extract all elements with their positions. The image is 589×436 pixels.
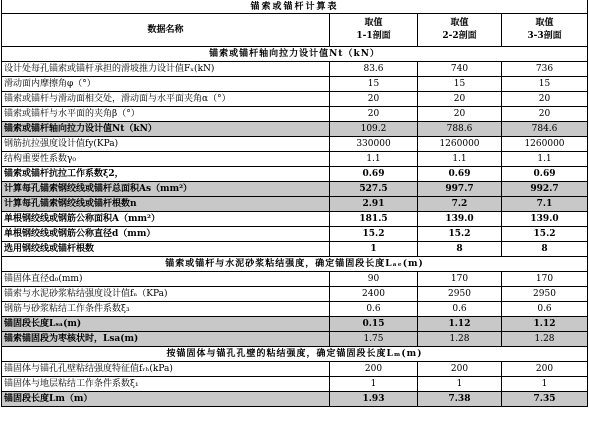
row-label: 锚索锚固段为枣核状时，Lsa(m) bbox=[2, 332, 330, 347]
row-value-3: 139.0 bbox=[502, 212, 588, 227]
row-value-3: 0.6 bbox=[502, 302, 588, 317]
row-value-2: 15 bbox=[418, 77, 502, 92]
table-row-highlighted bbox=[2, 317, 588, 332]
section-title-mortar-bond: 锚索或锚杆与水泥砂浆粘结强度，确定锚固段长度Lₐₑ(m) bbox=[2, 257, 588, 272]
table-row bbox=[2, 227, 588, 242]
row-value-2: 139.0 bbox=[418, 212, 502, 227]
row-value-1: 527.5 bbox=[330, 182, 418, 197]
row-value-1: 181.5 bbox=[330, 212, 418, 227]
section-title-borehole-bond: 按锚固体与锚孔孔壁的粘结强度，确定锚固段长度Lₘ(m) bbox=[2, 347, 588, 362]
row-value-2: 1.28 bbox=[418, 332, 502, 347]
row-label: 锚索与水泥砂浆粘结强度设计值fₙ（KPa) bbox=[2, 287, 330, 302]
row-value-1: 1 bbox=[330, 377, 418, 392]
header-col-1-top: 取值 bbox=[364, 18, 383, 28]
table-row-highlighted bbox=[2, 182, 588, 197]
header-col-1-bottom: 1-1剖面 bbox=[356, 31, 391, 41]
table-title: 锚索或锚杆计算表 bbox=[2, 0, 588, 14]
table-row bbox=[2, 137, 588, 152]
table-row bbox=[2, 62, 588, 77]
row-value-2: 170 bbox=[418, 272, 502, 287]
row-value-3: 1260000 bbox=[502, 137, 588, 152]
row-value-1: 1 bbox=[330, 242, 418, 257]
row-value-3: 1.28 bbox=[502, 332, 588, 347]
row-label: 锚索或锚杆与滑动面相交处，滑动面与水平面夹角α（°） bbox=[2, 92, 330, 107]
table-row bbox=[2, 167, 588, 182]
row-value-3: 15.2 bbox=[502, 227, 588, 242]
table-row bbox=[2, 77, 588, 92]
header-col-3 bbox=[502, 14, 588, 47]
header-name-label: 数据名称 bbox=[2, 14, 330, 47]
row-value-3: 992.7 bbox=[502, 182, 588, 197]
row-label: 锚索或锚杆与水平面的夹角β（°） bbox=[2, 107, 330, 122]
row-label: 选用钢绞线或锚杆根数 bbox=[2, 242, 330, 257]
row-value-3: 170 bbox=[502, 272, 588, 287]
table-row-highlighted bbox=[2, 122, 588, 137]
row-value-1: 83.6 bbox=[330, 62, 418, 77]
table-row bbox=[2, 272, 588, 287]
row-label: 单根钢绞线或钢筋公称直径d（mm） bbox=[2, 227, 330, 242]
row-value-2: 8 bbox=[418, 242, 502, 257]
row-value-1: 20 bbox=[330, 107, 418, 122]
anchor-calculation-table bbox=[1, 0, 588, 407]
row-value-2: 20 bbox=[418, 107, 502, 122]
table-row-highlighted bbox=[2, 332, 588, 347]
row-label: 计算每孔锚索钢绞线或锚杆总面积As（mm²） bbox=[2, 182, 330, 197]
row-label: 锚固段长度Lm（m） bbox=[2, 392, 330, 407]
row-value-2: 740 bbox=[418, 62, 502, 77]
row-value-2: 788.6 bbox=[418, 122, 502, 137]
row-label: 结构重要性系数γ₀ bbox=[2, 152, 330, 167]
row-value-1: 1.1 bbox=[330, 152, 418, 167]
row-value-1: 15.2 bbox=[330, 227, 418, 242]
table-row bbox=[2, 287, 588, 302]
row-value-1: 330000 bbox=[330, 137, 418, 152]
row-label: 锚固段长度Lₛₐ(m) bbox=[2, 317, 330, 332]
header-col-2-top: 取值 bbox=[450, 18, 469, 28]
header-col-2-bottom: 2-2剖面 bbox=[442, 31, 477, 41]
row-value-2: 1.1 bbox=[418, 152, 502, 167]
row-label: 滑动面内摩擦角φ（°） bbox=[2, 77, 330, 92]
row-value-1: 109.2 bbox=[330, 122, 418, 137]
row-label: 锚固体直径d₀(mm) bbox=[2, 272, 330, 287]
table-row-highlighted bbox=[2, 197, 588, 212]
row-value-3: 8 bbox=[502, 242, 588, 257]
row-value-1: 15 bbox=[330, 77, 418, 92]
row-value-2: 0.6 bbox=[418, 302, 502, 317]
row-value-3: 736 bbox=[502, 62, 588, 77]
row-label: 钢筋与砂浆粘结工作条件系数ξ₃ bbox=[2, 302, 330, 317]
row-value-3: 0.69 bbox=[502, 167, 588, 182]
section-title-axial-force: 锚索或锚杆轴向拉力设计值Nt（kN） bbox=[2, 47, 588, 62]
row-value-3: 20 bbox=[502, 107, 588, 122]
row-label: 锚固体与锚孔孔壁粘结强度特征值fᵣₕ(kPa) bbox=[2, 362, 330, 377]
row-value-2: 15.2 bbox=[418, 227, 502, 242]
row-value-2: 200 bbox=[418, 362, 502, 377]
header-col-3-top: 取值 bbox=[535, 18, 554, 28]
row-value-2: 1 bbox=[418, 377, 502, 392]
table-row bbox=[2, 302, 588, 317]
row-value-3: 200 bbox=[502, 362, 588, 377]
row-value-1: 90 bbox=[330, 272, 418, 287]
row-label: 锚索或锚杆抗拉工作系数ξ2， bbox=[2, 167, 330, 182]
table-row bbox=[2, 107, 588, 122]
row-value-1: 1.75 bbox=[330, 332, 418, 347]
row-value-3: 2950 bbox=[502, 287, 588, 302]
row-label: 计算每孔锚索钢绞线或锚杆根数n bbox=[2, 197, 330, 212]
row-value-1: 0.6 bbox=[330, 302, 418, 317]
row-value-3: 1.12 bbox=[502, 317, 588, 332]
table-row bbox=[2, 92, 588, 107]
table-row-highlighted bbox=[2, 392, 588, 407]
row-value-1: 2400 bbox=[330, 287, 418, 302]
row-value-2: 997.7 bbox=[418, 182, 502, 197]
row-value-3: 1 bbox=[502, 377, 588, 392]
row-label: 钢筋抗拉强度设计值fy(KPa) bbox=[2, 137, 330, 152]
row-label: 设计处每孔锚索或锚杆承担的滑坡推力设计值Fₓ(kN) bbox=[2, 62, 330, 77]
row-value-3: 7.35 bbox=[502, 392, 588, 407]
row-value-3: 1.1 bbox=[502, 152, 588, 167]
row-value-3: 7.1 bbox=[502, 197, 588, 212]
header-col-3-bottom: 3-3剖面 bbox=[527, 31, 562, 41]
row-value-2: 2950 bbox=[418, 287, 502, 302]
row-value-2: 7.38 bbox=[418, 392, 502, 407]
row-label: 锚固体与地层粘结工作条件系数ξ₁ bbox=[2, 377, 330, 392]
row-value-2: 1.12 bbox=[418, 317, 502, 332]
table-row bbox=[2, 377, 588, 392]
table-row bbox=[2, 362, 588, 377]
row-value-1: 20 bbox=[330, 92, 418, 107]
table-row bbox=[2, 212, 588, 227]
row-value-3: 784.6 bbox=[502, 122, 588, 137]
row-label: 锚索或锚杆轴向拉力设计值Nt（kN） bbox=[2, 122, 330, 137]
row-label: 单根钢绞线或钢筋公称面积A（mm²） bbox=[2, 212, 330, 227]
row-value-2: 20 bbox=[418, 92, 502, 107]
row-value-2: 7.2 bbox=[418, 197, 502, 212]
header-col-2 bbox=[418, 14, 502, 47]
table-row bbox=[2, 242, 588, 257]
header-col-1 bbox=[330, 14, 418, 47]
row-value-3: 15 bbox=[502, 77, 588, 92]
row-value-2: 0.69 bbox=[418, 167, 502, 182]
row-value-1: 200 bbox=[330, 362, 418, 377]
row-value-1: 1.93 bbox=[330, 392, 418, 407]
row-value-1: 2.91 bbox=[330, 197, 418, 212]
row-value-1: 0.15 bbox=[330, 317, 418, 332]
row-value-1: 0.69 bbox=[330, 167, 418, 182]
row-value-3: 20 bbox=[502, 92, 588, 107]
row-value-2: 1260000 bbox=[418, 137, 502, 152]
table-row bbox=[2, 152, 588, 167]
